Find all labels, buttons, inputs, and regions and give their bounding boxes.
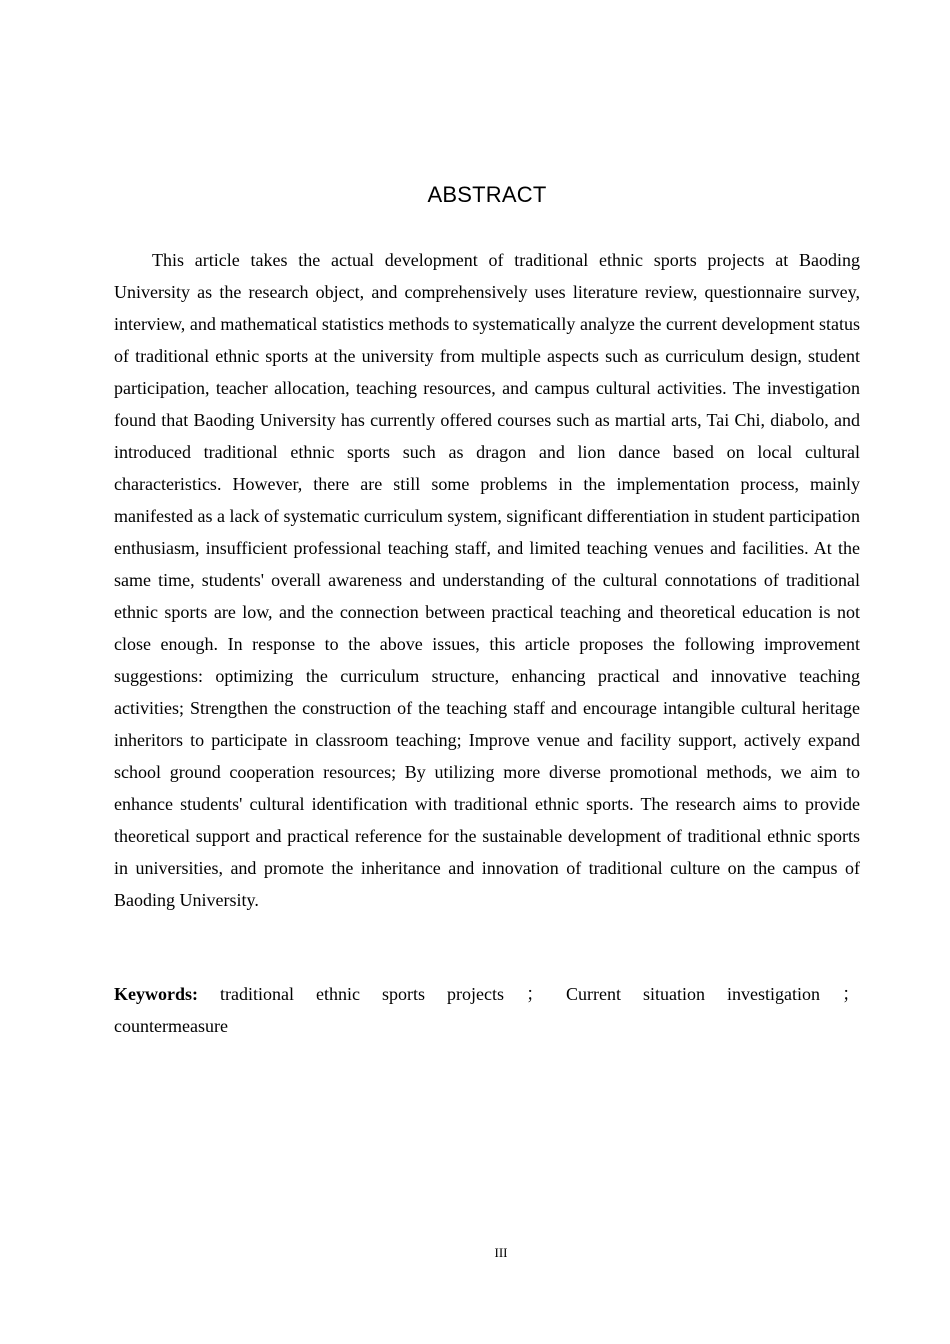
abstract-heading: ABSTRACT (427, 182, 547, 207)
keywords-line (114, 978, 860, 1042)
page-number: III (494, 1245, 508, 1260)
abstract-paragraph: This article takes the actual development of traditional ethnic sports projects at Baoding University as the research object, and comprehensively uses literature review, questionnaire survey, interview, and mathematical statistics methods to systematically analyze the current development status of traditional ethnic sports at the university from multiple aspects such as curriculum design, student participation, teacher allocation, teaching resources, and campus cultural activities. The investigation found that Baoding University has currently offered courses such as martial arts, Tai Chi, diabolo, and introduced traditional ethnic sports such as dragon and lion dance based on local cultural characteristics. However, there are still some problems in the implementation process, mainly manifested as a lack of systematic curriculum system, significant differentiation in student participation enthusiasm, insufficient professional teaching staff, and limited teaching venues and facilities. At the same time, students' overall awareness and understanding of the cultural connotations of traditional ethnic sports are low, and the connection between practical teaching and theoretical education is not close enough. In response to the above issues, this article proposes the following improvement suggestions: optimizing the curriculum structure, enhancing practical and innovative teaching activities; Strengthen the construction of the teaching staff and encourage intangible cultural heritage inheritors to participate in classroom teaching; Improve venue and facility support, actively expand school ground cooperation resources; By utilizing more diverse promotional methods, we aim to enhance students' cultural identification with traditional ethnic sports. The research aims to provide theoretical support and practical reference for the sustainable development of traditional ethnic sports in universities, and promote the inheritance and innovation of traditional culture on the campus of Baoding University. (114, 250, 860, 910)
keywords-label: Keywords: (114, 984, 198, 1004)
keywords-text: traditional ethnic sports projects ； Current situation investigation ； countermeasure (114, 984, 860, 1036)
